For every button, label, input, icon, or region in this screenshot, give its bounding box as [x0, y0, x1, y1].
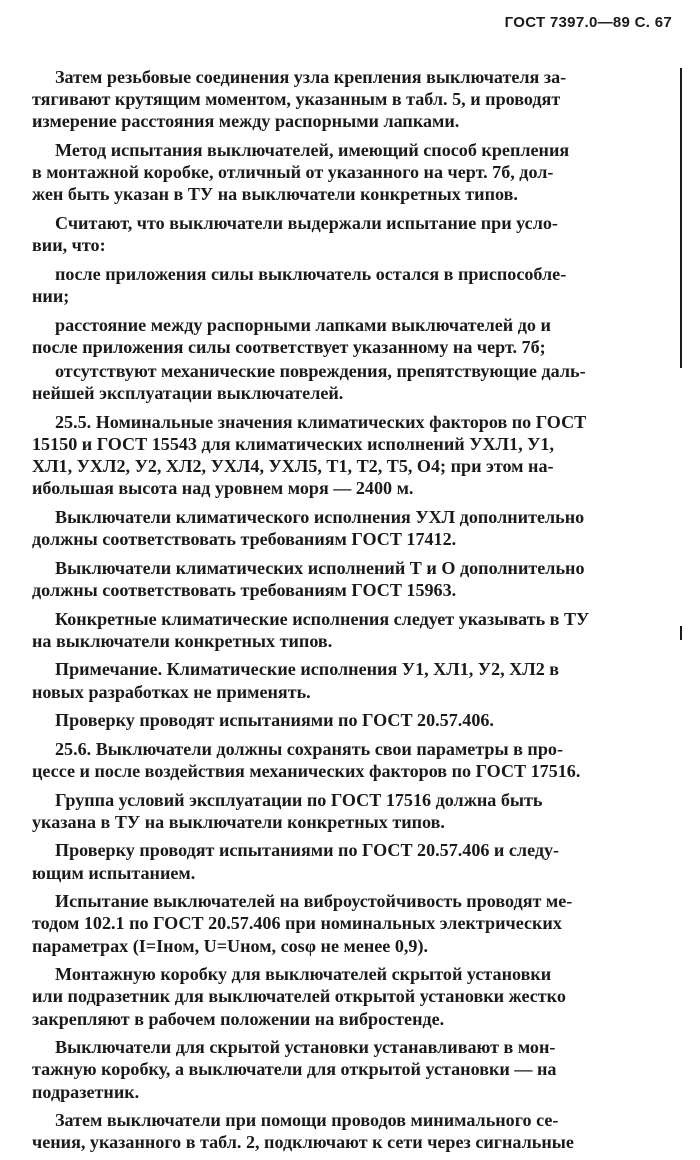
page-header: ГОСТ 7397.0—89 С. 67	[504, 14, 672, 31]
paragraph: Выключатели климатических исполнений Т и О дополнительно должны соответствовать требованиям ГОСТ 15963.	[32, 557, 585, 600]
paragraph: 25.6. Выключатели должны сохранять свои параметры в про- цессе и после воздействия механических факторов по ГОСТ 17516.	[32, 738, 581, 781]
paragraph: Проверку проводят испытаниями по ГОСТ 20.57.406.	[55, 710, 494, 731]
paragraph: Считают, что выключатели выдержали испытание при усло- вии, что:	[32, 213, 558, 256]
paragraph: Выключатели климатического исполнения УХЛ дополнительно должны соответствовать требованиям ГОСТ 17412.	[32, 507, 585, 550]
note-paragraph: Примечание. Климатические исполнения У1, ХЛ1, У2, ХЛ2 в новых разработках не применять.	[32, 659, 560, 702]
paragraph: Метод испытания выключателей, имеющий способ крепления в монтажной коробке, отличный от указанного на черт. 7б, дол- жен быть указан в ТУ на выключатели конкретных типов.	[32, 140, 570, 205]
paragraph: Проверку проводят испытаниями по ГОСТ 20.57.406 и следу- ющим испытанием.	[32, 840, 560, 883]
paragraph: расстояние между распорными лапками выключателей до и после приложения силы соответствует указанному на черт. 7б;	[32, 314, 551, 357]
paragraph: отсутствуют механические повреждения, препятствующие даль- нейшей эксплуатации выключателей.	[32, 361, 586, 404]
paragraph: Группа условий эксплуатации по ГОСТ 17516 должна быть указана в ТУ на выключатели конкретных типов.	[32, 789, 543, 832]
paragraph: Выключатели для скрытой установки устанавливают в мон- тажную коробку, а выключатели для открытой установки — на подразетник.	[32, 1037, 557, 1102]
paragraph: Испытание выключателей на виброустойчивость проводят ме- тодом 102.1 по ГОСТ 20.57.406 при номинальных электрических параметрах (I=Iном, U=Uном, cosφ не менее 0,9).	[32, 891, 573, 956]
revision-bar	[680, 68, 682, 368]
paragraph: Конкретные климатические исполнения следует указывать в ТУ на выключатели конкретных типов.	[32, 608, 590, 651]
paragraph: Монтажную коробку для выключателей скрытой установки или подразетник для выключателей открытой установки жестко закрепляют в рабочем положении на вибростенде.	[32, 964, 566, 1029]
paragraph: после приложения силы выключатель остался в приспособле- нии;	[32, 263, 567, 306]
paragraph: 25.5. Номинальные значения климатических факторов по ГОСТ 15150 и ГОСТ 15543 для климатических исполнений УХЛ1, У1, ХЛ1, УХЛ2, У2, ХЛ2, УХЛ4, УХЛ5, Т1, Т2, Т5, О4; при этом на- ибольшая высота над уровнем моря — 2400 м.	[32, 411, 587, 499]
paragraph: Затем резьбовые соединения узла крепления выключателя за- тягивают крутящим моментом, указанным в табл. 5, и проводят измерение расстояния между распорными лапками.	[32, 67, 567, 132]
document-body	[32, 66, 670, 1160]
revision-bar	[680, 626, 682, 640]
paragraph: Затем выключатели при помощи проводов минимального се- чения, указанного в табл. 2, подключают к сети через сигнальные	[32, 1110, 574, 1153]
